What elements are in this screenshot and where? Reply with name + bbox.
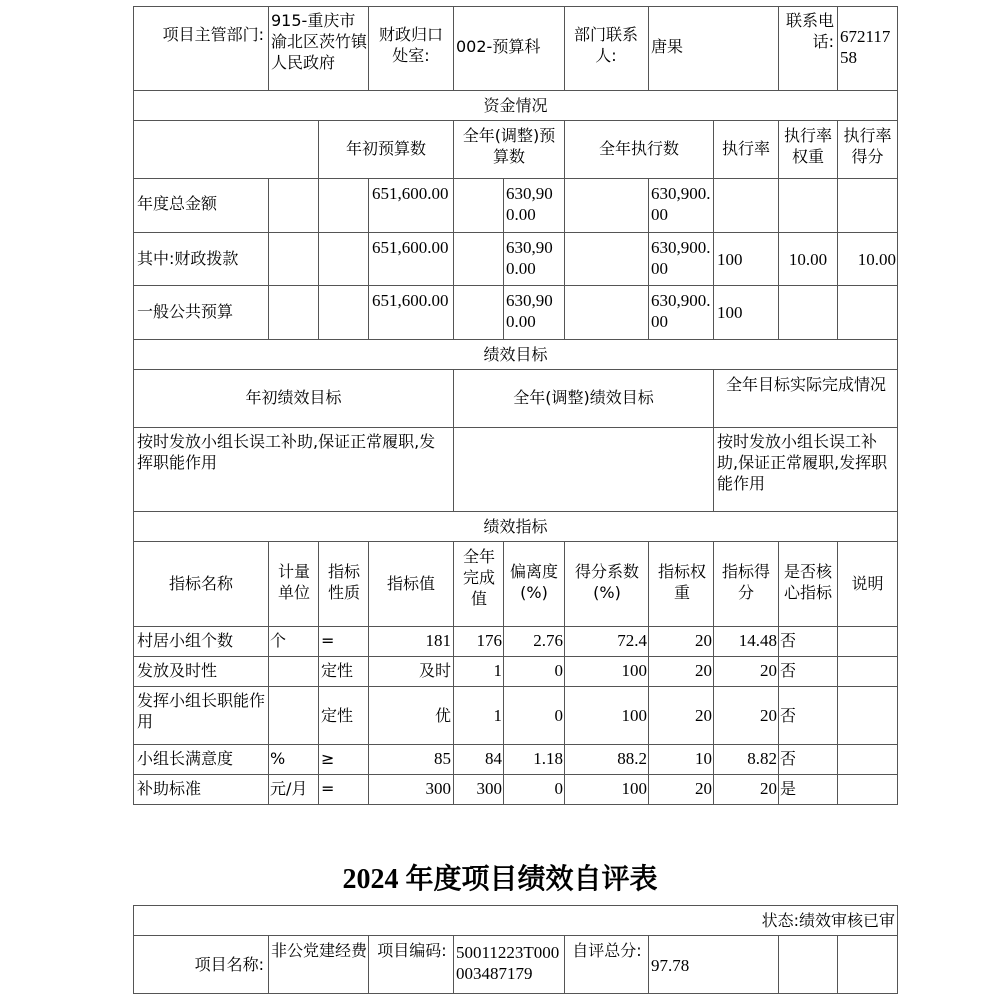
ind-row-unit: % [270, 749, 286, 768]
ind-row-value: 85 [434, 749, 451, 768]
ind-row-unit [270, 660, 317, 682]
ind-row-name: 小组长满意度 [137, 749, 234, 768]
funds-row-executed: 630,900.00 [651, 184, 711, 224]
project-name-value: 非公党建经费 [271, 941, 367, 960]
phone-label: 联系电话: [785, 11, 834, 51]
indicators-section-title: 绩效指标 [483, 517, 548, 536]
funds-row-initial: 651,600.00 [372, 238, 449, 257]
ind-col-value: 指标值 [386, 574, 435, 593]
project-code-value: 50011223T000003487179 [456, 943, 560, 983]
funds-row-weight [779, 302, 837, 324]
funds-row-rate: 100 [717, 303, 743, 322]
ind-row-completion: 300 [476, 779, 502, 798]
ind-row-deviation: 1.18 [533, 749, 563, 768]
ind-row-nature: = [321, 631, 335, 650]
ind-col-score: 指标得分 [721, 562, 770, 602]
ind-row-nature: 定性 [321, 706, 354, 725]
ind-row-note [840, 630, 896, 652]
ind-row-score: 8.82 [747, 749, 777, 768]
project-code-label: 项目编码: [377, 941, 447, 960]
ind-row-weight: 10 [695, 749, 712, 768]
ind-col-deviation: 偏离度(%) [509, 562, 558, 602]
ind-row-nature: ≥ [321, 749, 335, 768]
status-text: 状态:绩效审核已审 [761, 911, 895, 930]
col-exec-score: 执行率得分 [843, 126, 892, 166]
ind-row-unit: 元/月 [270, 779, 308, 798]
phone-value: 67211758 [840, 27, 891, 67]
ind-row-note [840, 660, 896, 682]
ind-row-score: 20 [760, 706, 777, 725]
ind-row-score: 20 [760, 779, 777, 798]
ind-row-weight: 20 [695, 661, 712, 680]
goal-adjusted-text [457, 431, 711, 507]
ind-row-completion: 1 [493, 661, 502, 680]
ind-row-coef: 88.2 [617, 749, 647, 768]
ind-row-value: 181 [425, 631, 451, 650]
funds-row-executed: 630,900.00 [651, 291, 711, 331]
ind-row-unit [270, 705, 317, 727]
funds-row-adjusted: 630,900.00 [506, 238, 553, 278]
goals-section-title: 绩效目标 [483, 345, 548, 364]
project-name-label: 项目名称: [194, 955, 264, 974]
funds-row-rate [717, 195, 777, 217]
funds-row-adjusted: 630,900.00 [506, 291, 553, 331]
ind-row-score: 20 [760, 661, 777, 680]
ind-row-completion: 176 [476, 631, 502, 650]
ind-row-coef: 72.4 [617, 631, 647, 650]
funds-row-executed: 630,900.00 [651, 238, 711, 278]
ind-col-note: 说明 [851, 574, 884, 593]
goal-initial-text: 按时发放小组长误工补助,保证正常履职,发挥职能作用 [137, 432, 436, 472]
self-score-value: 97.78 [651, 956, 690, 975]
ind-row-name: 村居小组个数 [137, 631, 234, 650]
col-exec-weight: 执行率权重 [783, 126, 832, 166]
ind-row-core: 是 [780, 779, 797, 798]
ind-row-completion: 84 [485, 749, 502, 768]
col-initial-budget: 年初预算数 [345, 139, 426, 158]
ind-row-nature: = [321, 779, 335, 798]
ind-row-value: 及时 [418, 661, 451, 680]
form-title: 2024 年度项目绩效自评表 [342, 864, 658, 895]
finance-label: 财政归口处室: [378, 25, 443, 65]
ind-row-weight: 20 [695, 706, 712, 725]
funds-row-score [838, 302, 896, 324]
funds-row-score [838, 195, 896, 217]
ind-row-score: 14.48 [738, 631, 777, 650]
ind-row-note [840, 748, 896, 770]
contact-label: 部门联系人: [573, 25, 638, 65]
ind-row-weight: 20 [695, 631, 712, 650]
ind-row-coef: 100 [621, 779, 647, 798]
funds-row-label: 年度总金额 [137, 194, 218, 213]
self-score-label: 自评总分: [572, 941, 642, 960]
ind-col-nature: 指标性质 [327, 562, 360, 602]
ind-row-name: 发放及时性 [137, 661, 218, 680]
ind-row-value: 300 [425, 779, 451, 798]
funds-row-initial: 651,600.00 [372, 291, 449, 310]
ind-row-deviation: 0 [554, 706, 563, 725]
ind-row-coef: 100 [621, 661, 647, 680]
goal-col-actual: 全年目标实际完成情况 [725, 375, 886, 394]
ind-row-value: 优 [434, 706, 451, 725]
ind-row-name: 发挥小组长职能作用 [137, 691, 266, 731]
goal-col-initial: 年初绩效目标 [245, 388, 342, 407]
funds-row-adjusted: 630,900.00 [506, 184, 553, 224]
ind-row-deviation: 0 [554, 779, 563, 798]
ind-row-core: 否 [780, 749, 797, 768]
funds-row-label: 一般公共预算 [137, 302, 234, 321]
dept-value: 915-重庆市渝北区茨竹镇人民政府 [271, 11, 367, 72]
goal-actual-text: 按时发放小组长误工补助,保证正常履职,发挥职能作用 [717, 432, 888, 493]
contact-value: 唐果 [651, 37, 684, 56]
ind-col-weight: 指标权重 [657, 562, 706, 602]
col-adjusted-budget: 全年(调整)预算数 [462, 126, 556, 166]
funds-row-initial: 651,600.00 [372, 184, 449, 203]
ind-row-core: 否 [780, 706, 797, 725]
ind-row-core: 否 [780, 631, 797, 650]
ind-row-deviation: 0 [554, 661, 563, 680]
ind-row-deviation: 2.76 [533, 631, 563, 650]
funds-row-rate: 100 [717, 250, 743, 269]
goal-col-adjusted: 全年(调整)绩效目标 [513, 388, 654, 407]
ind-row-coef: 100 [621, 706, 647, 725]
ind-row-weight: 20 [695, 779, 712, 798]
ind-row-note [840, 778, 896, 800]
funds-section-title: 资金情况 [483, 96, 548, 115]
ind-col-coef: 得分系数(%) [574, 562, 639, 602]
ind-col-name: 指标名称 [168, 574, 233, 593]
ind-col-completion: 全年完成值 [462, 547, 495, 608]
col-executed: 全年执行数 [598, 139, 679, 158]
funds-row-label: 其中:财政拨款 [137, 249, 239, 268]
ind-row-completion: 1 [493, 706, 502, 725]
dept-label: 项目主管部门: [162, 25, 264, 44]
ind-row-nature: 定性 [321, 661, 354, 680]
ind-row-note [840, 705, 896, 727]
ind-col-core: 是否核心指标 [783, 562, 832, 602]
ind-row-core: 否 [780, 661, 797, 680]
ind-row-unit: 个 [270, 631, 287, 650]
funds-row-score: 10.00 [857, 250, 896, 269]
finance-value: 002-预算科 [456, 37, 541, 56]
ind-row-name: 补助标准 [137, 779, 202, 798]
funds-row-weight: 10.00 [788, 250, 828, 269]
ind-col-unit: 计量单位 [277, 562, 310, 602]
col-exec-rate: 执行率 [721, 139, 770, 158]
funds-row-weight [779, 195, 837, 217]
